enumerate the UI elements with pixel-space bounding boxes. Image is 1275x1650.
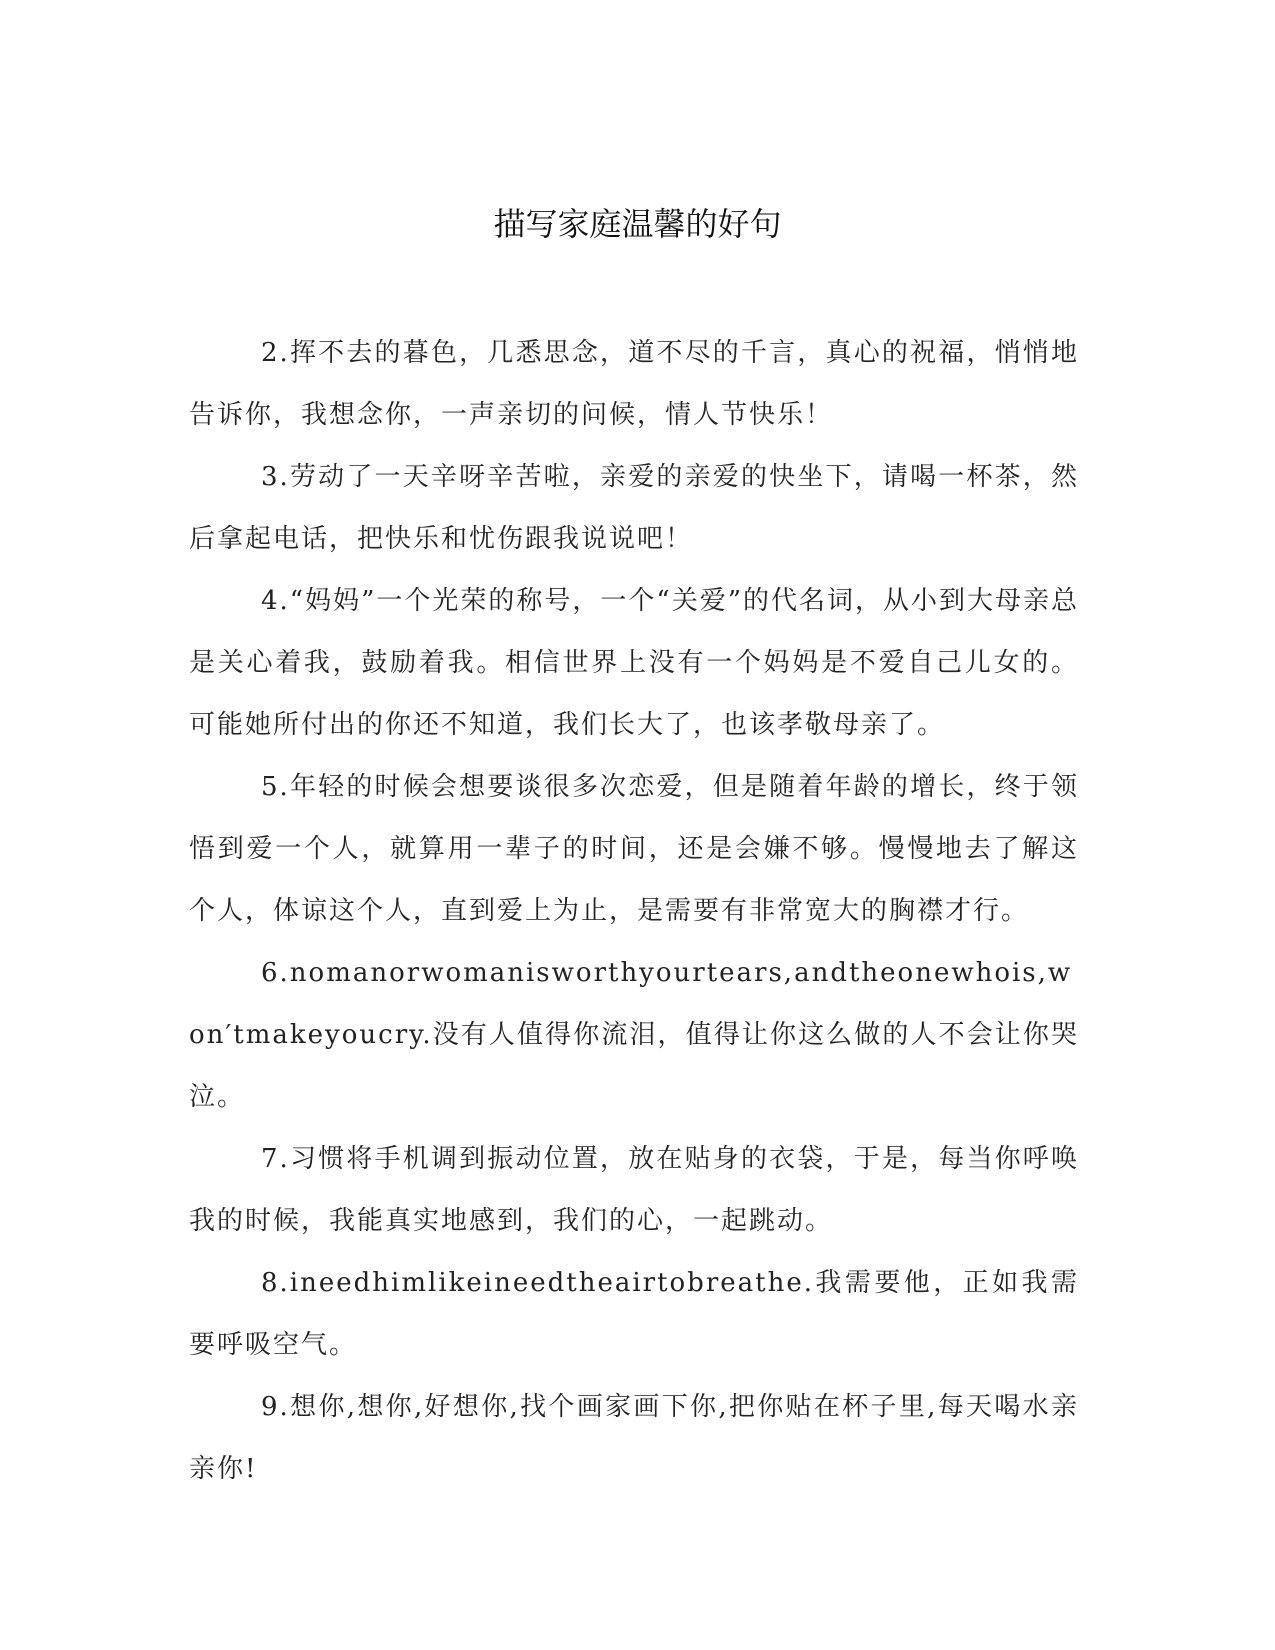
paragraph-7: 7.习惯将手机调到振动位置，放在贴身的衣袋，于是，每当你呼唤我的时候，我能真实地感到，我们的心，一起跳动。 <box>189 1144 1079 1236</box>
paragraph-4: 4.“妈妈”一个光荣的称号，一个“关爱”的代名词，从小到大母亲总是关心着我，鼓励着我。相信世界上没有一个妈妈是不爱自己儿女的。可能她所付出的你还不知道，我们长大了，也该孝敬母亲了。 <box>189 586 1079 740</box>
paragraph-6: 6.nomanorwomanisworthyourtears,andtheonewhois,won′tmakeyoucry.没有人值得你流泪，值得让你这么做的人不会让你哭泣。 <box>189 958 1079 1112</box>
paragraph-9: 9.想你,想你,好想你,找个画家画下你,把你贴在杯子里,每天喝水亲亲你! <box>189 1392 1079 1484</box>
paragraph-3: 3.劳动了一天辛呀辛苦啦，亲爱的亲爱的快坐下，请喝一杯茶，然后拿起电话，把快乐和忧伤跟我说说吧！ <box>189 462 1079 554</box>
page-title: 描写家庭温馨的好句 <box>493 205 782 243</box>
paragraph-8: 8.ineedhimlikeineedtheairtobreathe.我需要他，正如我需要呼吸空气。 <box>189 1268 1079 1360</box>
paragraph-2: 2.挥不去的暮色，几悉思念，道不尽的千言，真心的祝福，悄悄地告诉你，我想念你，一声亲切的问候，情人节快乐！ <box>189 338 1079 430</box>
paragraph-5: 5.年轻的时候会想要谈很多次恋爱，但是随着年龄的增长，终于领悟到爱一个人，就算用一辈子的时间，还是会嫌不够。慢慢地去了解这个人，体谅这个人，直到爱上为止，是需要有非常宽大的胸襟才行。 <box>189 772 1079 926</box>
document-body <box>189 322 1079 1500</box>
